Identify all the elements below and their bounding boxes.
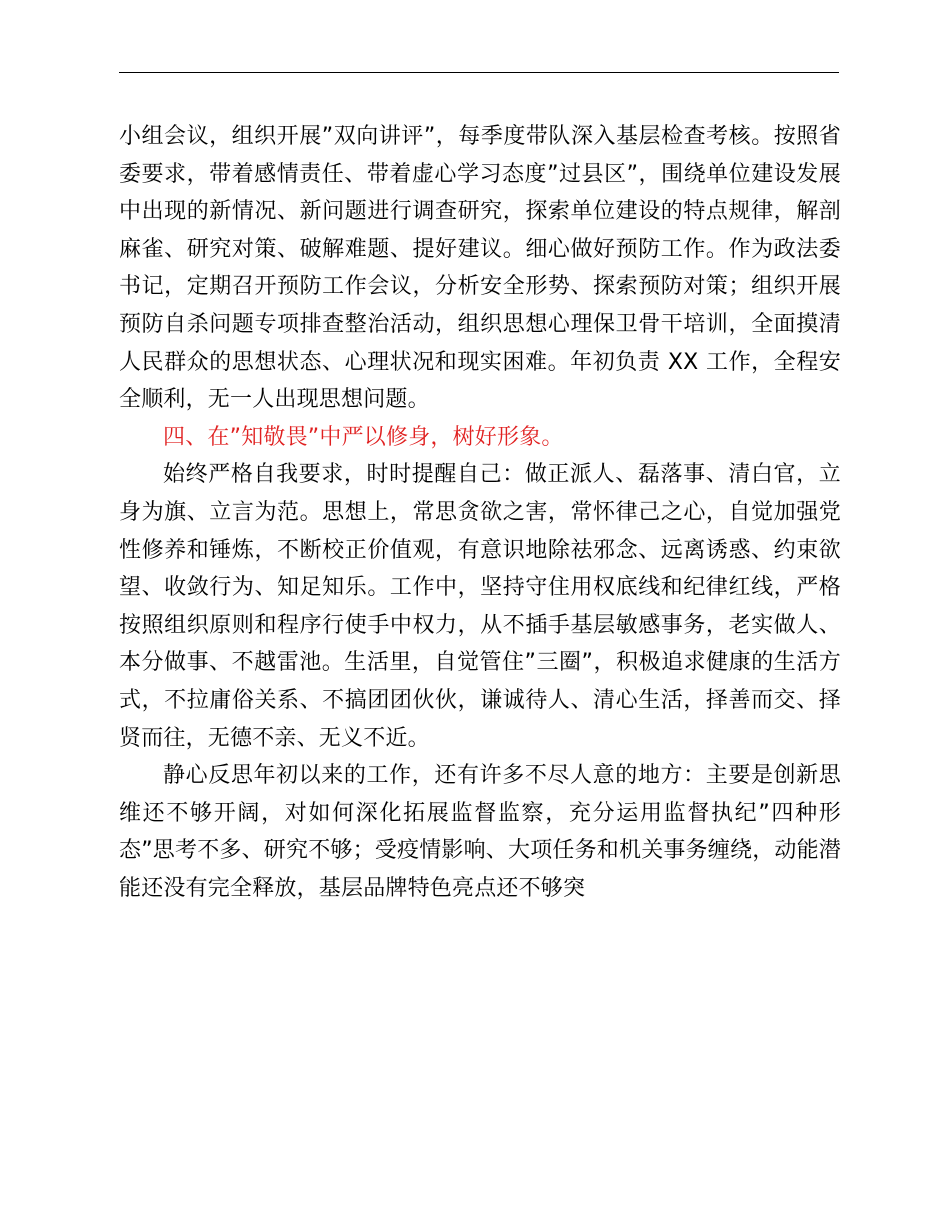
paragraph-work-inspection: 小组会议，组织开展”双向讲评”，每季度带队深入基层检查考核。按照省委要求，带着感情责任、带着虚心学习态度”过县区”，围绕单位建设发展中出现的新情况、新问题进行调查研究，探索单位建设的特点规律，解剖麻雀、研究对策、破解难题、提好建议。细心做好预防工作。作为政法委书记，定期召开预防工作会议，分析安全形势、探索预防对策；组织开展预防自杀问题专项排查整治活动，组织思想心理保卫骨干培训，全面摸清人民群众的思想状态、心理状况和现实困难。年初负责 XX 工作，全程安全顺利，无一人出现思想问题。 [119, 124, 841, 413]
document-body [119, 118, 841, 907]
paragraph-self-discipline: 始终严格自我要求，时时提醒自己：做正派人、磊落事、清白官，立身为旗、立言为范。思想上，常思贪欲之害，常怀律己之心，自觉加强党性修养和锤炼，不断校正价值观，有意识地除祛邪念、远离诱惑、约束欲望、收敛行为、知足知乐。工作中，坚持守住用权底线和纪律红线，严格按照组织原则和程序行使手中权力，从不插手基层敏感事务，老实做人、本分做事、不越雷池。生活里，自觉管住”三圈”，积极追求健康的生活方式，不拉庸俗关系、不搞团团伙伙，谦诚待人、清心生活，择善而交、择贤而往，无德不亲、无义不近。 [119, 462, 841, 751]
section-heading-four: 四、在”知敬畏”中严以修身，树好形象。 [163, 424, 564, 450]
paragraph-reflection: 静心反思年初以来的工作，还有许多不尽人意的地方：主要是创新思维还不够开阔，对如何深化拓展监督监察，充分运用监督执纪”四种形态”思考不多、研究不够；受疫情影响、大项任务和机关事务缠绕，动能潜能还没有完全释放，基层品牌特色亮点还不够突 [119, 763, 841, 901]
header-rule [119, 72, 839, 73]
